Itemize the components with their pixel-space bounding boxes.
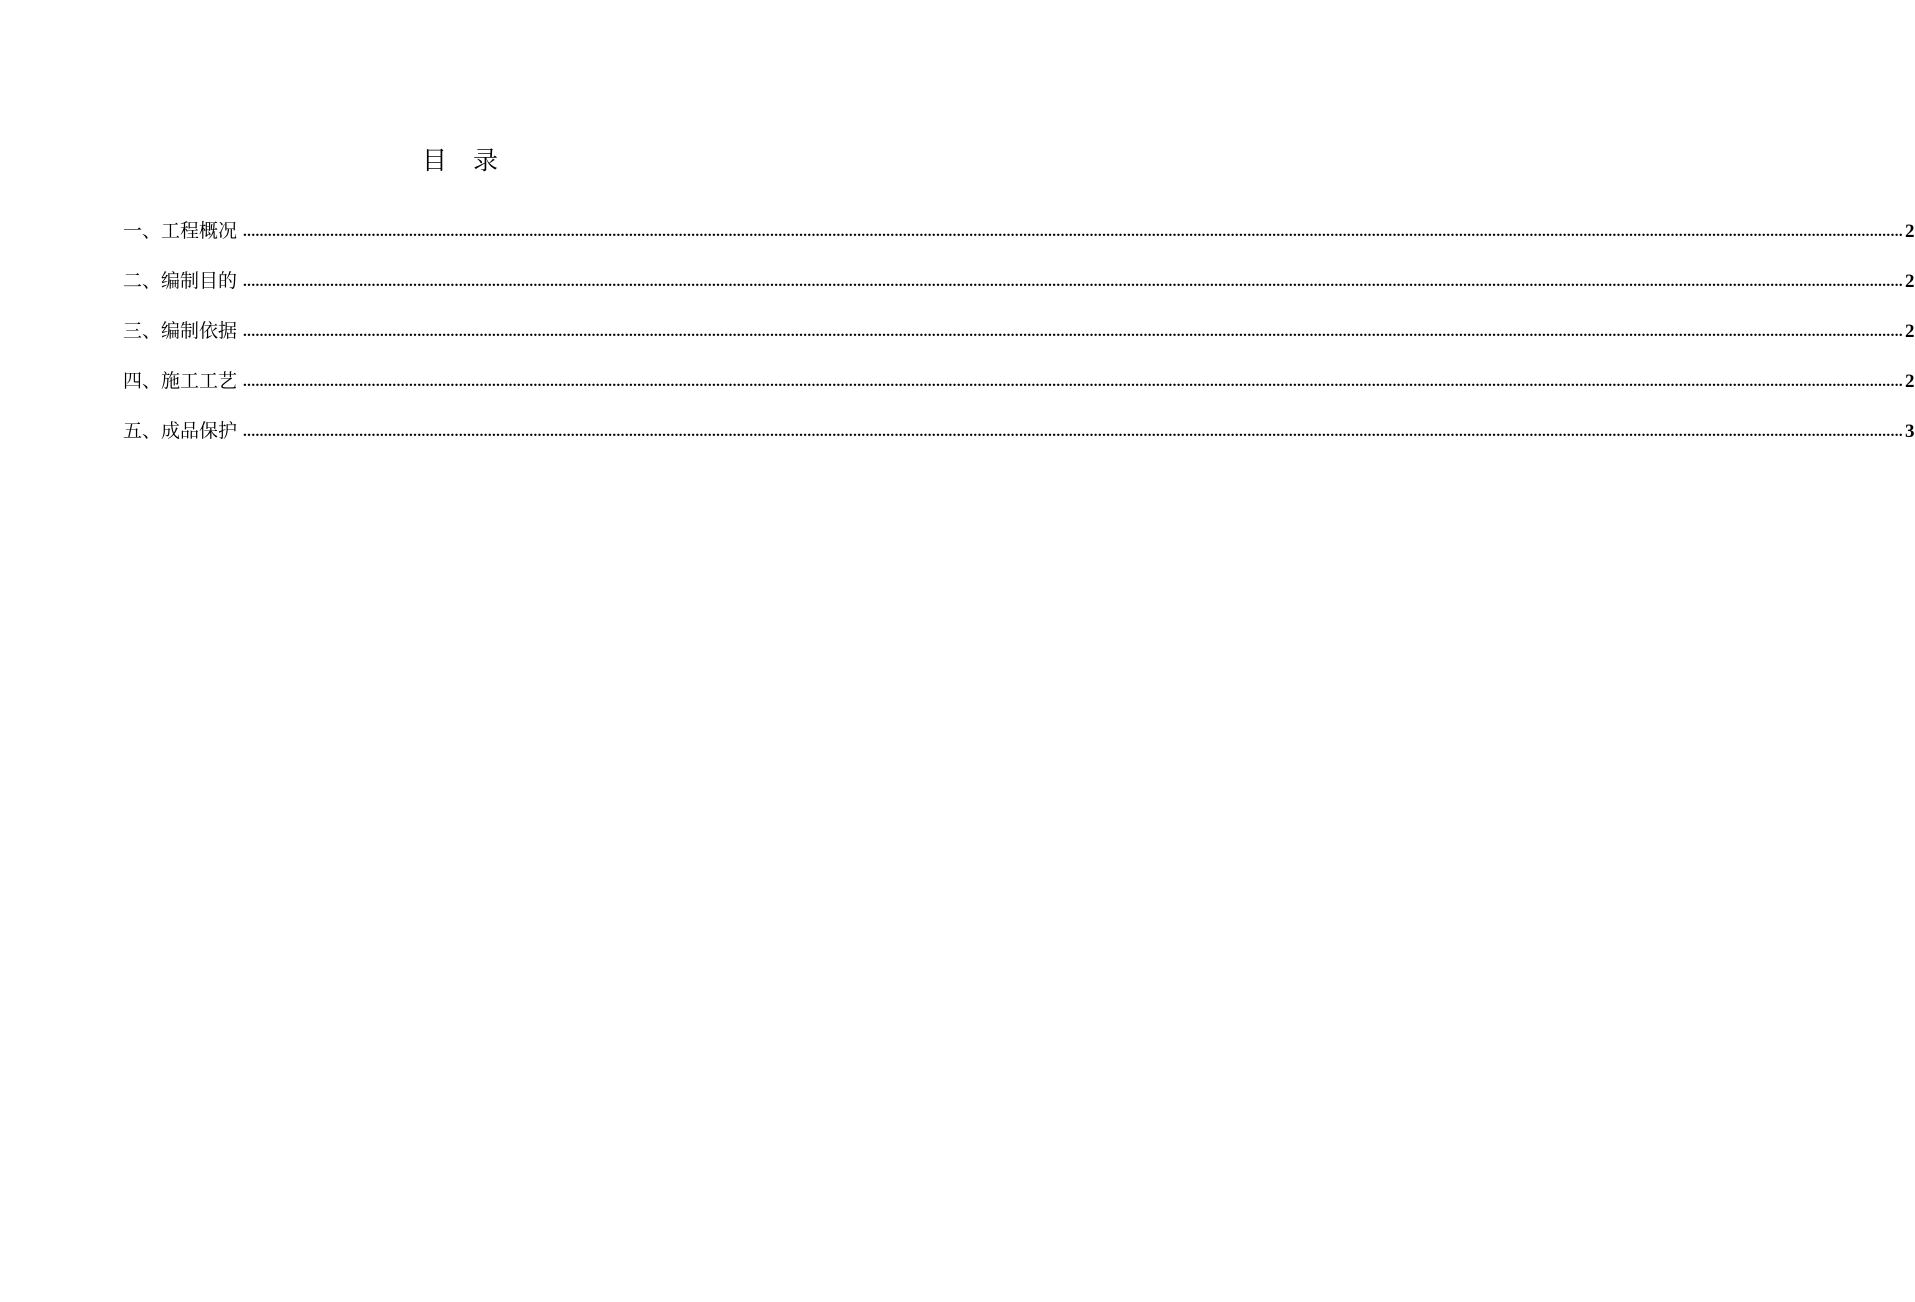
toc-entry-5[interactable]: [123, 414, 1915, 464]
toc-entry-page: 3: [1905, 421, 1915, 442]
toc-entry-label: 一、工程概况: [123, 220, 238, 242]
toc-entry-1[interactable]: [123, 214, 1915, 264]
toc-title-part1: 目: [421, 146, 447, 175]
toc-title-part2: 录: [473, 146, 499, 175]
toc-entry-leader: ................................................................................................................................................................................................................................................................................................................................................................................................................: [243, 424, 1904, 440]
toc-entry-page: 2: [1905, 271, 1915, 292]
toc-entry-label: 三、编制依据: [123, 320, 238, 342]
toc-entry-page: 2: [1905, 221, 1915, 242]
toc-entry-page: 2: [1905, 371, 1915, 392]
toc-entry-leader: ................................................................................................................................................................................................................................................................................................................................................................................................................: [243, 374, 1904, 390]
toc-entry-2[interactable]: [123, 264, 1915, 314]
toc-entry-label: 二、编制目的: [123, 270, 238, 292]
toc-entry-label: 五、成品保护: [123, 420, 238, 442]
toc-entry-4[interactable]: [123, 364, 1915, 414]
toc-entry-label: 四、施工工艺: [123, 370, 238, 392]
toc-entry-leader: ................................................................................................................................................................................................................................................................................................................................................................................................................: [243, 324, 1904, 340]
toc-entry-leader: ................................................................................................................................................................................................................................................................................................................................................................................................................: [243, 274, 1904, 290]
toc-entry-leader: ................................................................................................................................................................................................................................................................................................................................................................................................................: [243, 224, 1904, 240]
toc-entry-page: 2: [1905, 321, 1915, 342]
toc-entry-3[interactable]: [123, 314, 1915, 364]
toc-list: [123, 214, 1915, 464]
toc-title: [0, 143, 920, 179]
